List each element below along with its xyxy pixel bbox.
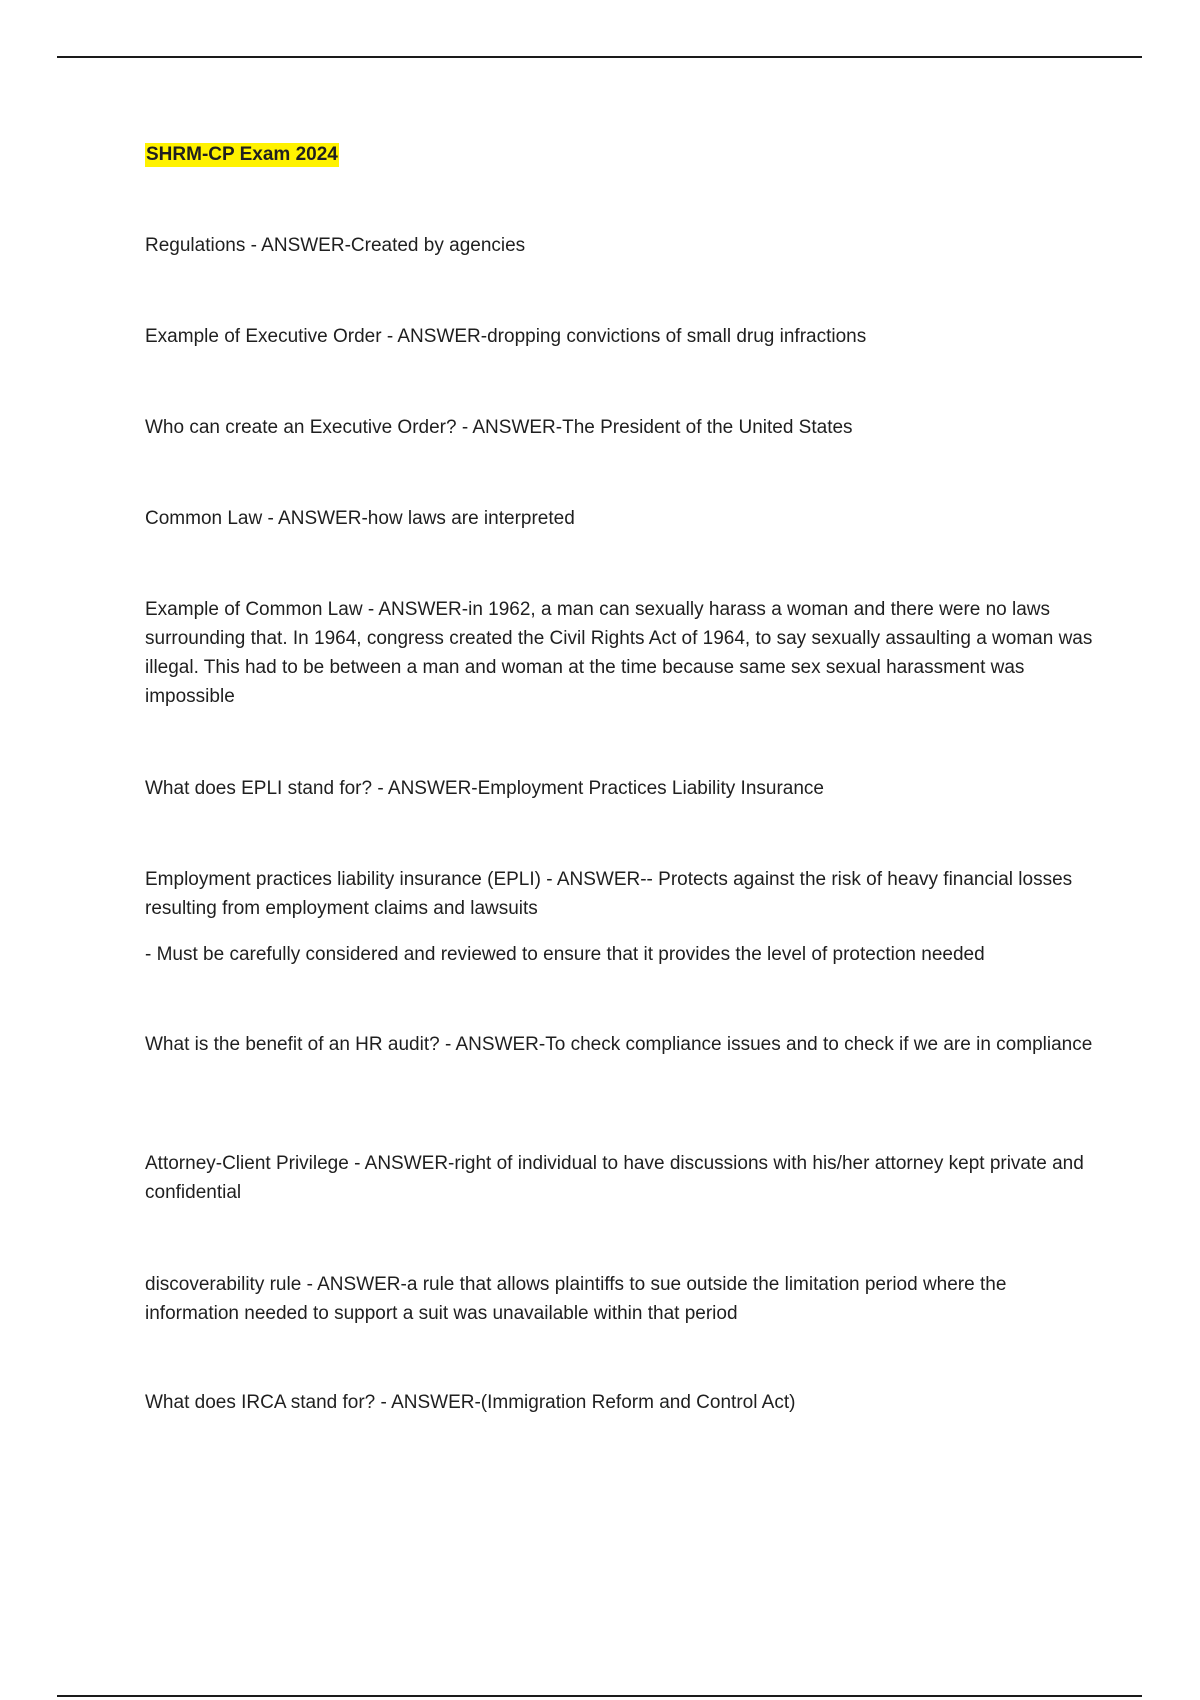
entry-text: discoverability rule - ANSWER-a rule that allows plaintiffs to sue outside the limitation period where the information needed to support a suit was unavailable within that period [145, 1274, 1007, 1324]
qa-entry [145, 1149, 1095, 1207]
entry-text: Employment practices liability insurance (EPLI) - ANSWER-- Protects against the risk of heavy financial losses resulting from employment claims and lawsuits [145, 869, 1073, 919]
qa-entry [145, 774, 1095, 803]
qa-entry [145, 1388, 1095, 1417]
entry-text: What does IRCA stand for? - ANSWER-(Immigration Reform and Control Act) [145, 1392, 796, 1413]
highlighted-title: SHRM-CP Exam 2024 [146, 144, 338, 165]
footer-rule [57, 1695, 1142, 1697]
qa-entry [145, 504, 1095, 533]
entry-text: Attorney-Client Privilege - ANSWER-right of individual to have discussions with his/her attorney kept private and confidential [145, 1153, 1084, 1203]
entry-text: - Must be carefully considered and reviewed to ensure that it provides the level of protection needed [145, 944, 985, 965]
qa-entry [145, 595, 1095, 711]
document-body [145, 143, 1095, 1413]
entry-text: Example of Executive Order - ANSWER-dropping convictions of small drug infractions [145, 326, 867, 347]
qa-entry [145, 865, 1095, 969]
entry-text: Example of Common Law - ANSWER-in 1962, a man can sexually harass a woman and there were no laws surrounding that. In 1964, congress created the Civil Rights Act of 1964, to say sexually assaulting a woman was illegal. This had to be between a man and woman at the time because same sex sexual harassment was impossible [145, 599, 1093, 707]
entry-text: Who can create an Executive Order? - ANSWER-The President of the United States [145, 417, 853, 438]
entry-text: Regulations - ANSWER-Created by agencies [145, 235, 526, 256]
qa-entry [145, 413, 1095, 442]
qa-entry [145, 322, 1095, 351]
entry-text: What does EPLI stand for? - ANSWER-Employment Practices Liability Insurance [145, 778, 824, 799]
qa-entry [145, 231, 1095, 260]
document-title [145, 143, 1095, 167]
entry-text: What is the benefit of an HR audit? - ANSWER-To check compliance issues and to check if we are in compliance [145, 1034, 1093, 1055]
header-rule [57, 56, 1142, 58]
entry-text: Common Law - ANSWER-how laws are interpreted [145, 508, 575, 529]
qa-entry [145, 1270, 1095, 1328]
qa-entry [145, 1030, 1095, 1059]
